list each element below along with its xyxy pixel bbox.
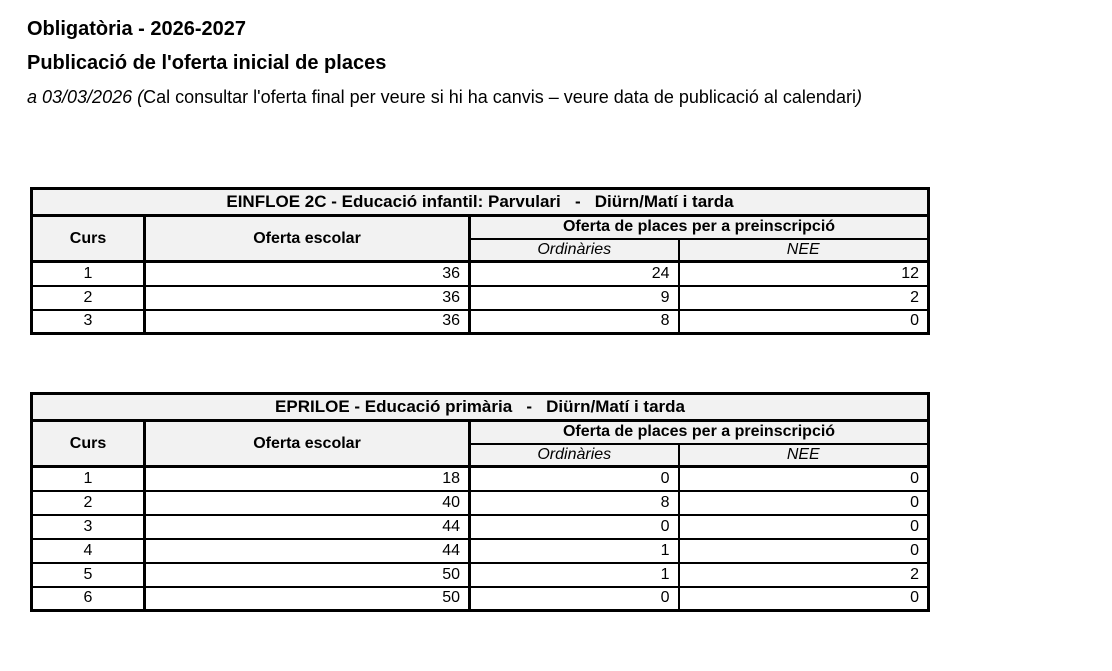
table-row: [32, 563, 929, 587]
table-row: [32, 467, 929, 491]
table-row: [32, 286, 929, 310]
col-header-ordinaries: Ordinàries: [470, 444, 679, 467]
nee-cell: 2: [679, 563, 929, 587]
table-title: EINFLOE 2C - Educació infantil: Parvulari - Diürn/Matí i tarda: [32, 189, 929, 216]
nee-cell: 0: [679, 515, 929, 539]
offer-table-einfloe: [30, 187, 930, 335]
oferta-escolar-cell: 44: [145, 539, 470, 563]
publication-note: [27, 80, 1097, 114]
curs-cell: 6: [32, 587, 145, 611]
publication-note-suffix: ): [855, 87, 862, 107]
col-header-oferta-escolar: Oferta escolar: [145, 216, 470, 262]
curs-cell: 3: [32, 310, 145, 334]
table-row: [32, 491, 929, 515]
col-header-preinscripcio-group: Oferta de places per a preinscripció: [470, 421, 929, 444]
nee-cell: 0: [679, 310, 929, 334]
table-row: [32, 515, 929, 539]
nee-cell: 0: [679, 467, 929, 491]
table-header-row: [32, 421, 929, 444]
ordinaries-cell: 9: [470, 286, 679, 310]
table-title-row: [32, 189, 929, 216]
table-row: [32, 310, 929, 334]
offer-table-eprloe: [30, 392, 930, 612]
oferta-escolar-cell: 36: [145, 262, 470, 286]
curs-cell: 5: [32, 563, 145, 587]
oferta-escolar-cell: 18: [145, 467, 470, 491]
col-header-nee: NEE: [679, 444, 929, 467]
oferta-escolar-cell: 50: [145, 563, 470, 587]
document-header: [27, 12, 1097, 114]
ordinaries-cell: 1: [470, 539, 679, 563]
oferta-escolar-cell: 36: [145, 286, 470, 310]
curs-cell: 2: [32, 491, 145, 515]
nee-cell: 0: [679, 587, 929, 611]
curs-cell: 2: [32, 286, 145, 310]
curs-cell: 1: [32, 262, 145, 286]
curs-cell: 1: [32, 467, 145, 491]
col-header-oferta-escolar: Oferta escolar: [145, 421, 470, 467]
publication-note-date: a 03/03/2026 (: [27, 87, 144, 107]
doc-subtitle: Publicació de l'oferta inicial de places: [27, 52, 387, 74]
ordinaries-cell: 24: [470, 262, 679, 286]
oferta-escolar-cell: 44: [145, 515, 470, 539]
col-header-curs: Curs: [32, 421, 145, 467]
oferta-escolar-cell: 40: [145, 491, 470, 515]
ordinaries-cell: 8: [470, 491, 679, 515]
table-header-row: [32, 216, 929, 239]
ordinaries-cell: 0: [470, 467, 679, 491]
oferta-escolar-cell: 36: [145, 310, 470, 334]
curs-cell: 4: [32, 539, 145, 563]
ordinaries-cell: 0: [470, 515, 679, 539]
ordinaries-cell: 0: [470, 587, 679, 611]
nee-cell: 0: [679, 539, 929, 563]
publication-note-body: Cal consultar l'oferta final per veure si hi ha canvis – veure data de publicació al calendari: [143, 87, 856, 107]
nee-cell: 12: [679, 262, 929, 286]
table-title: EPRILOE - Educació primària - Diürn/Matí i tarda: [32, 394, 929, 421]
nee-cell: 2: [679, 286, 929, 310]
nee-cell: 0: [679, 491, 929, 515]
col-header-ordinaries: Ordinàries: [470, 239, 679, 262]
table-row: [32, 539, 929, 563]
doc-title: Obligatòria - 2026-2027: [27, 18, 246, 40]
curs-cell: 3: [32, 515, 145, 539]
ordinaries-cell: 1: [470, 563, 679, 587]
ordinaries-cell: 8: [470, 310, 679, 334]
col-header-preinscripcio-group: Oferta de places per a preinscripció: [470, 216, 929, 239]
col-header-curs: Curs: [32, 216, 145, 262]
col-header-nee: NEE: [679, 239, 929, 262]
table-row: [32, 262, 929, 286]
oferta-escolar-cell: 50: [145, 587, 470, 611]
table-row: [32, 587, 929, 611]
table-title-row: [32, 394, 929, 421]
